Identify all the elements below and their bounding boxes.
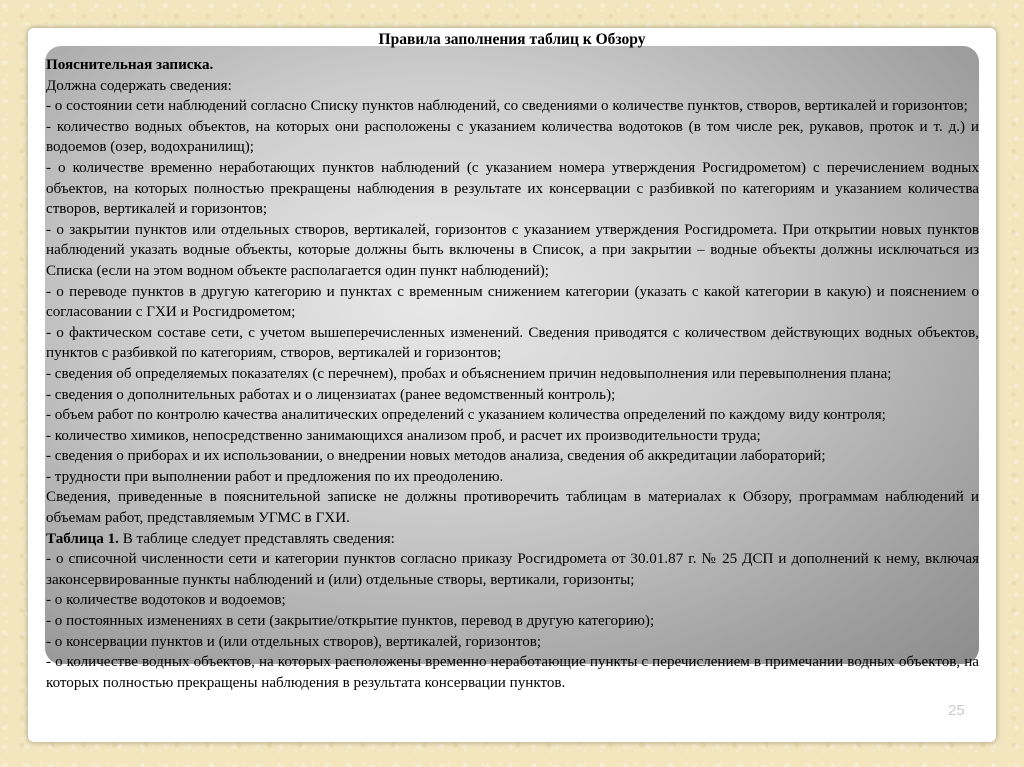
list-item: - о состоянии сети наблюдений согласно Списку пунктов наблюдений, со сведениями о количестве пунктов, створов, вертикалей и горизонтов; — [46, 98, 968, 115]
list-item: - о переводе пунктов в другую категорию и пунктах с временным снижением категории (указать с какой категории в какую) и пояснением о согласовании с ГХИ и Росгидрометом; — [46, 283, 979, 321]
list-item: - сведения о дополнительных работах и о лицензиатах (ранее ведомственный контроль); — [46, 386, 616, 403]
list-item: - о закрытии пунктов или отдельных створов, вертикалей, горизонтов с указанием утверждения Росгидромета. При открытии новых пунктов наблюдений указать водные объекты, которые должны быть включены в Список, а при закрытии – водные объекты должны исключаться из Списка (если на этом водном объекте располагается один пункт наблюдений); — [46, 221, 979, 279]
list-item: - сведения о приборах и их использовании, о внедрении новых методов анализа, сведения об аккредитации лабораторий; — [46, 448, 826, 465]
list-item: - объем работ по контролю качества аналитических определений с указанием количества определений по каждому виду контроля; — [46, 407, 886, 424]
table1-intro-paragraph — [46, 529, 979, 550]
list-item: - о консервации пунктов и (или отдельных створов), вертикалей, горизонтов; — [46, 633, 542, 650]
table1-label: Таблица 1. — [46, 530, 119, 547]
list-item: - трудности при выполнении работ и предложения по их преодолению. — [46, 468, 504, 485]
page-number: 25 — [948, 702, 965, 719]
table1-intro: В таблице следует представлять сведения: — [118, 530, 395, 547]
document-body — [46, 55, 979, 693]
list-item: - количество химиков, непосредственно занимающихся анализом проб, и расчет их производительности труда; — [46, 427, 761, 444]
list-item: - о списочной численности сети и категории пунктов согласно приказу Росгидромета от 30.01.87 г. № 25 ДСП и дополнений к нему, включая законсервированные пункты наблюдений и (или) отдельные створы, вертикали, горизонты; — [46, 551, 979, 588]
page-title: Правила заполнения таблиц к Обзору — [378, 31, 646, 48]
list-item: - количество водных объектов, на которых они расположены с указанием количества водотоков (в том числе рек, рукавов, проток и т. д.) и водоемов (озер, водохранилищ); — [46, 118, 979, 156]
list-item: - о фактическом составе сети, с учетом вышеперечисленных изменений. Сведения приводятся с количеством действующих водных объектов, пунктов с разбивкой по категориям, створов, вертикалей и горизонтов; — [46, 324, 979, 362]
section-intro: Должна содержать сведения: — [46, 77, 232, 94]
list-item: - о количестве водотоков и водоемов; — [46, 592, 286, 609]
list-item: - о количестве водных объектов, на которых расположены временно неработающие пункты с перечислением в примечании водных объектов, на которых полностью прекращены наблюдения в результата консервации пунктов. — [46, 654, 979, 691]
list-item: - сведения об определяемых показателях (с перечнем), пробах и объяснением причин недовыполнения или перевыполнения плана; — [46, 365, 892, 382]
list-item: - о количестве временно неработающих пунктов наблюдений (с указанием номера утверждения Росгидрометом) с перечислением водных объектов, на которых полностью прекращены наблюдения в результате их консервации с разбивкой по категориям и указанием количества створов, вертикалей и горизонтов; — [46, 159, 979, 218]
list-item: - о постоянных изменениях в сети (закрытие/открытие пунктов, перевод в другую категорию); — [46, 613, 655, 630]
summary-paragraph: Сведения, приведенные в пояснительной записке не должны противоречить таблицам в материалах к Обзору, программам наблюдений и объемам работ, представляемым УГМС в ГХИ. — [46, 489, 979, 527]
section-heading: Пояснительная записка. — [46, 57, 214, 73]
